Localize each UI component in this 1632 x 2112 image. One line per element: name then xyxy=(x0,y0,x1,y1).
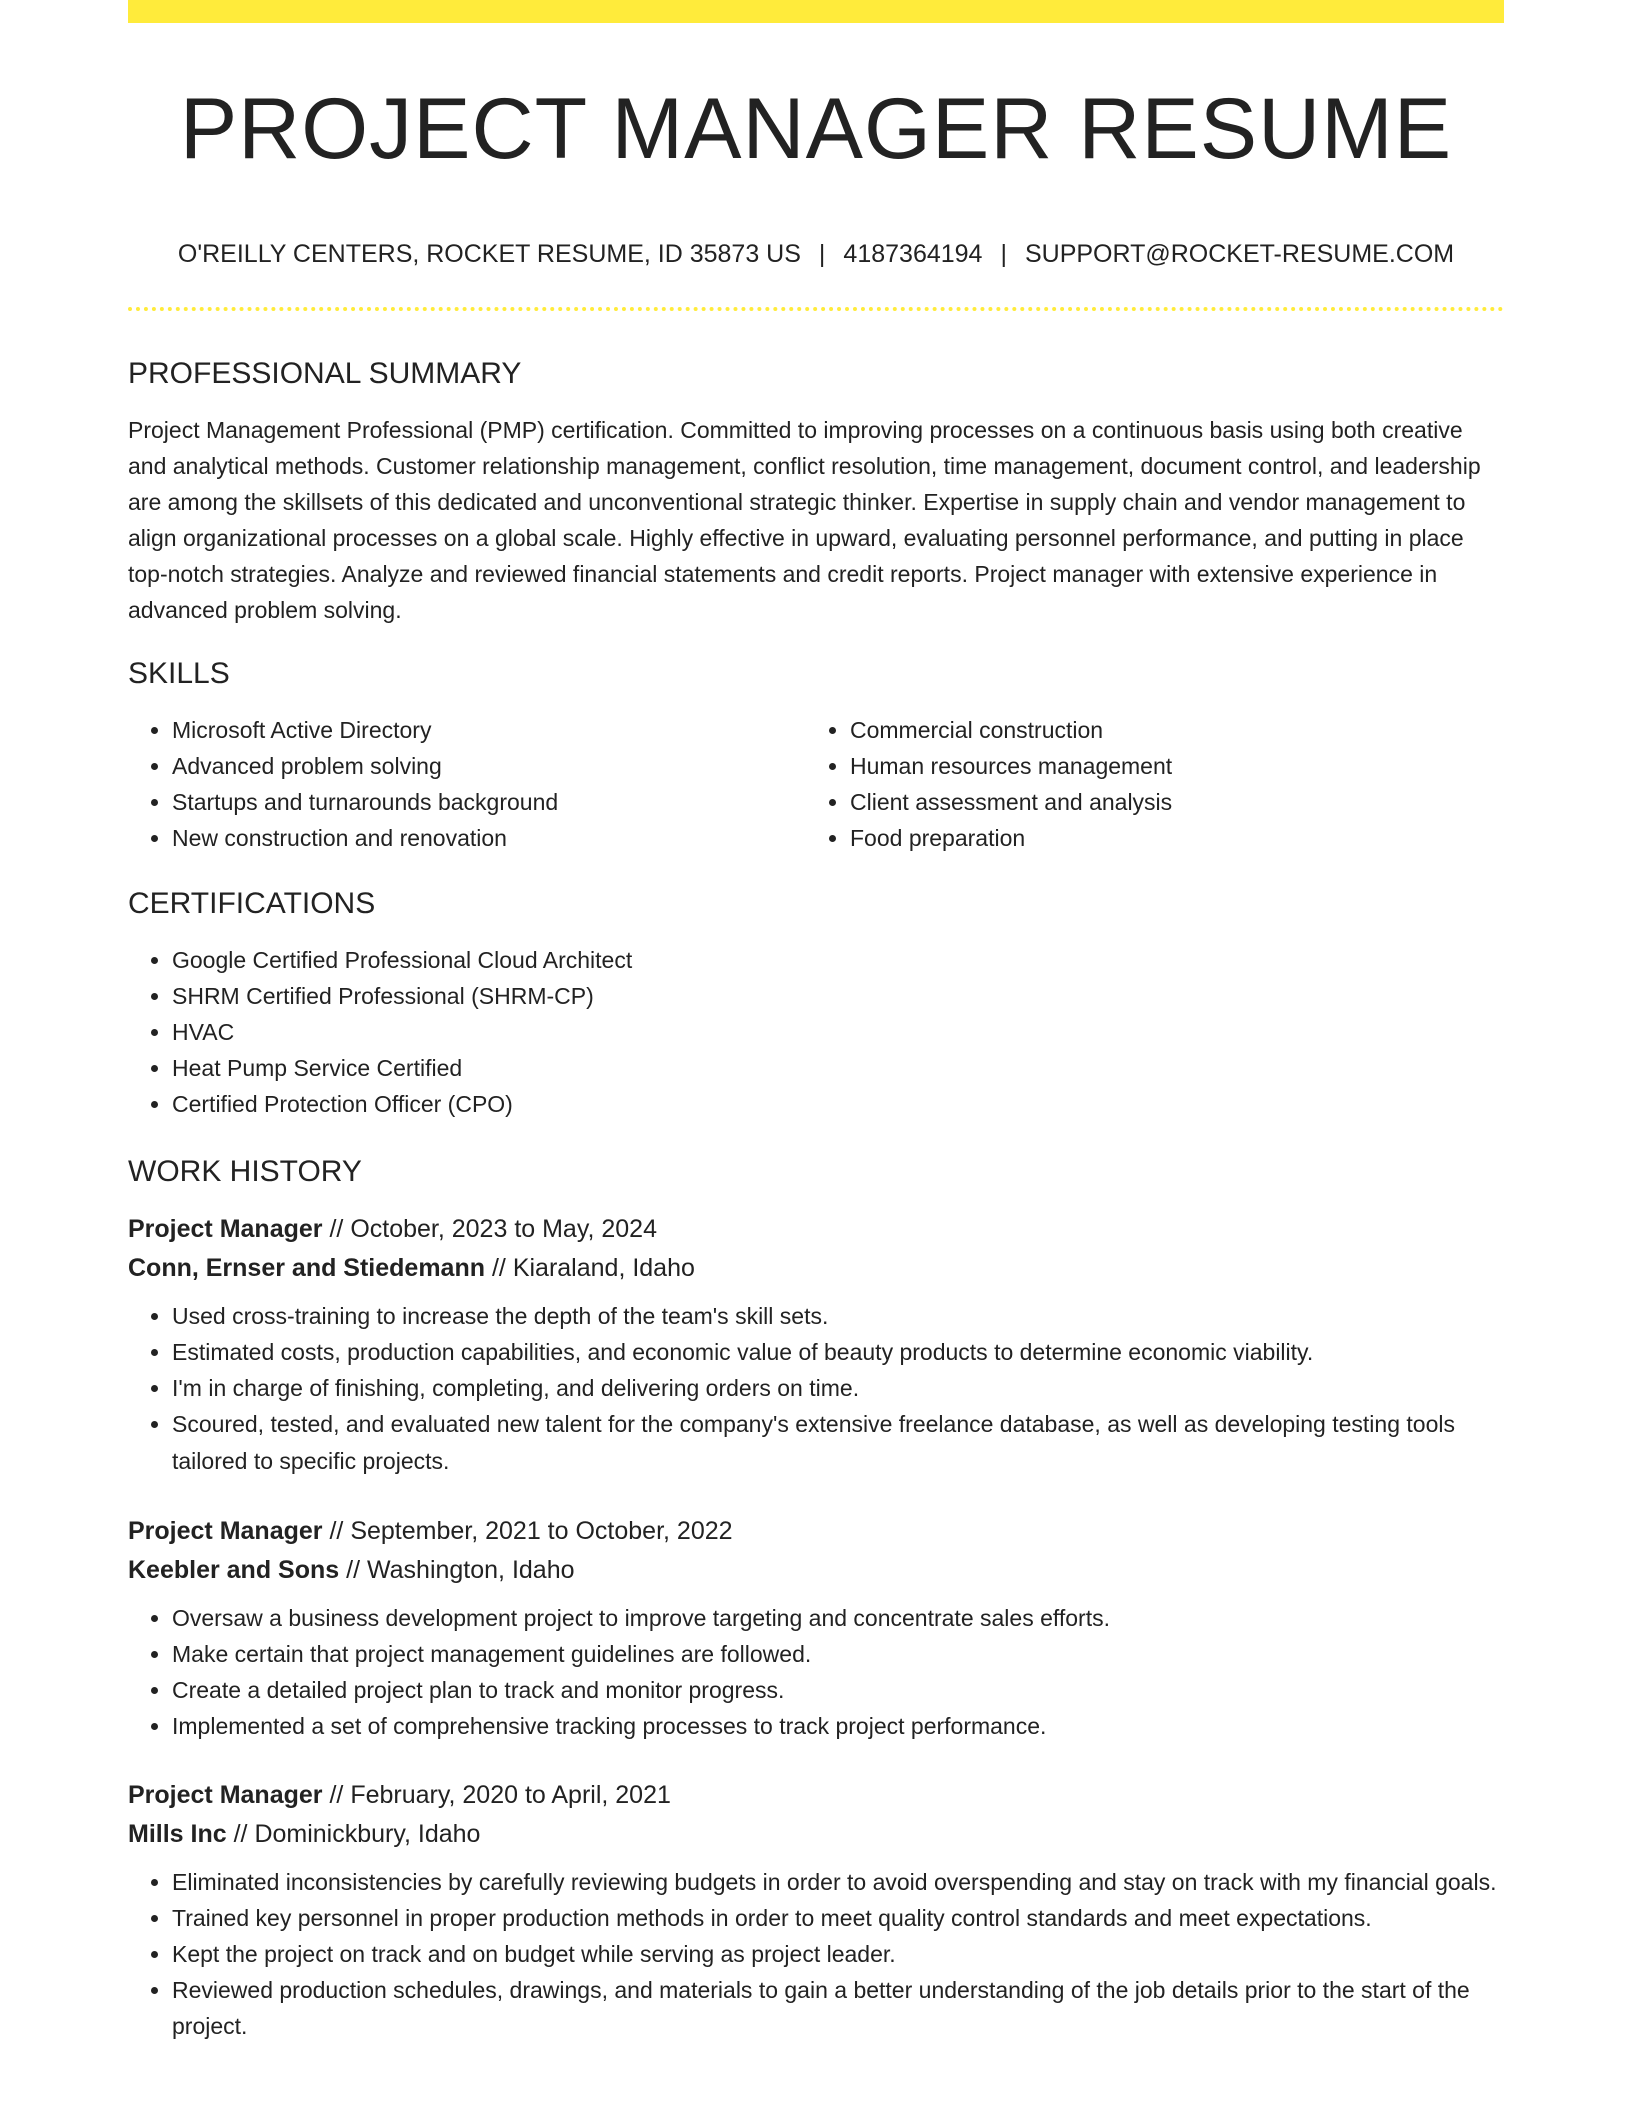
skill-item: • Commercial construction xyxy=(850,712,1484,748)
job-entry xyxy=(128,1210,1504,1480)
skills-column-left xyxy=(128,712,806,856)
work-history-heading: WORK HISTORY xyxy=(128,1155,362,1188)
certification-item: • Certified Protection Officer (CPO) xyxy=(172,1086,1504,1122)
contact-email: SUPPORT@ROCKET-RESUME.COM xyxy=(1024,240,1455,268)
job-title: Project Manager xyxy=(128,1215,323,1243)
resume-content xyxy=(128,354,1504,2076)
skills-list-right xyxy=(806,712,1484,856)
skills-heading: SKILLS xyxy=(128,657,230,690)
job-bullets xyxy=(128,1864,1504,2044)
job-dates: February, 2020 to April, 2021 xyxy=(350,1781,671,1809)
job-title-line xyxy=(128,1776,1504,1815)
job-bullet: • Estimated costs, production capabilities, and economic value of beauty products to determine economic viability. xyxy=(172,1334,1504,1370)
skills-grid xyxy=(128,712,1504,856)
job-bullet: • Trained key personnel in proper production methods in order to meet quality control standards and meet expectations. xyxy=(172,1900,1504,1936)
job-title: Project Manager xyxy=(128,1781,323,1809)
job-dates: September, 2021 to October, 2022 xyxy=(350,1517,733,1545)
skill-item: • Human resources management xyxy=(850,748,1484,784)
job-separator: // xyxy=(339,1556,367,1584)
contact-phone: 4187364194 xyxy=(843,240,983,268)
job-company-line xyxy=(128,1815,1504,1854)
job-bullet: • Oversaw a business development project to improve targeting and concentrate sales efforts. xyxy=(172,1600,1504,1636)
job-company-line xyxy=(128,1551,1504,1590)
job-bullet: • Scoured, tested, and evaluated new talent for the company's extensive freelance database, as well as developing testing tools tailored to specific projects. xyxy=(172,1406,1504,1480)
contact-separator: | xyxy=(1000,240,1007,268)
job-company-line xyxy=(128,1249,1504,1288)
job-location: Washington, Idaho xyxy=(366,1556,575,1584)
job-title-line xyxy=(128,1512,1504,1551)
job-bullet: • Reviewed production schedules, drawings, and materials to gain a better understanding of the job details prior to the start of the project. xyxy=(172,1972,1504,2044)
job-location: Dominickbury, Idaho xyxy=(254,1820,481,1848)
job-company: Mills Inc xyxy=(128,1820,227,1848)
certification-item: • Google Certified Professional Cloud Architect xyxy=(172,942,1504,978)
job-title: Project Manager xyxy=(128,1517,323,1545)
job-bullets xyxy=(128,1600,1504,1744)
job-bullet: • Used cross-training to increase the depth of the team's skill sets. xyxy=(172,1298,1504,1334)
skills-column-right xyxy=(806,712,1484,856)
certification-item: • HVAC xyxy=(172,1014,1504,1050)
job-bullet: • Kept the project on track and on budget while serving as project leader. xyxy=(172,1936,1504,1972)
job-bullets xyxy=(128,1298,1504,1480)
job-separator: // xyxy=(322,1215,351,1243)
accent-top-bar xyxy=(128,0,1504,23)
job-separator: // xyxy=(485,1254,513,1282)
job-bullet: • Eliminated inconsistencies by carefully reviewing budgets in order to avoid overspending and stay on track with my financial goals. xyxy=(172,1864,1504,1900)
job-company: Keebler and Sons xyxy=(128,1556,340,1584)
job-entry xyxy=(128,1512,1504,1744)
skill-item: • Client assessment and analysis xyxy=(850,784,1484,820)
job-bullet: • Make certain that project management guidelines are followed. xyxy=(172,1636,1504,1672)
job-dates: October, 2023 to May, 2024 xyxy=(350,1215,657,1243)
certifications-list xyxy=(128,942,1504,1122)
job-separator: // xyxy=(226,1820,255,1848)
skill-item: • New construction and renovation xyxy=(172,820,806,856)
contact-line xyxy=(128,236,1504,272)
job-bullet: • I'm in charge of finishing, completing, and delivering orders on time. xyxy=(172,1370,1504,1406)
job-bullet: • Implemented a set of comprehensive tracking processes to track project performance. xyxy=(172,1708,1504,1744)
skill-item: • Startups and turnarounds background xyxy=(172,784,806,820)
header-divider xyxy=(128,307,1504,311)
skills-list-left xyxy=(128,712,806,856)
certification-item: • Heat Pump Service Certified xyxy=(172,1050,1504,1086)
skill-item: • Food preparation xyxy=(850,820,1484,856)
skill-item: • Advanced problem solving xyxy=(172,748,806,784)
certification-item: • SHRM Certified Professional (SHRM-CP) xyxy=(172,978,1504,1014)
summary-text: Project Management Professional (PMP) certification. Committed to improving processes on a continuous basis using both creative and analytical methods. Customer relationship management, conflict resolution, time management, document control, and leadership are among the skillsets of this dedicated and unconventional strategic thinker. Expertise in supply chain and vendor management to align organizational processes on a global scale. Highly effective in upward, evaluating personnel performance, and putting in place top-notch strategies. Analyze and reviewed financial statements and credit reports. Project manager with extensive experience in advanced problem solving. xyxy=(128,417,1481,623)
job-title-line xyxy=(128,1210,1504,1249)
job-entry xyxy=(128,1776,1504,2044)
job-company: Conn, Ernser and Stiedemann xyxy=(128,1254,486,1282)
skill-item: • Microsoft Active Directory xyxy=(172,712,806,748)
contact-address: O'REILLY CENTERS, ROCKET RESUME, ID 35873 US xyxy=(177,240,801,268)
summary-heading: PROFESSIONAL SUMMARY xyxy=(128,357,522,390)
certifications-heading: CERTIFICATIONS xyxy=(128,887,376,920)
job-separator: // xyxy=(322,1781,351,1809)
job-separator: // xyxy=(322,1517,351,1545)
contact-separator: | xyxy=(818,240,826,268)
job-location: Kiaraland, Idaho xyxy=(512,1254,695,1282)
job-bullet: • Create a detailed project plan to track and monitor progress. xyxy=(172,1672,1504,1708)
resume-title: PROJECT MANAGER RESUME xyxy=(179,81,1453,177)
